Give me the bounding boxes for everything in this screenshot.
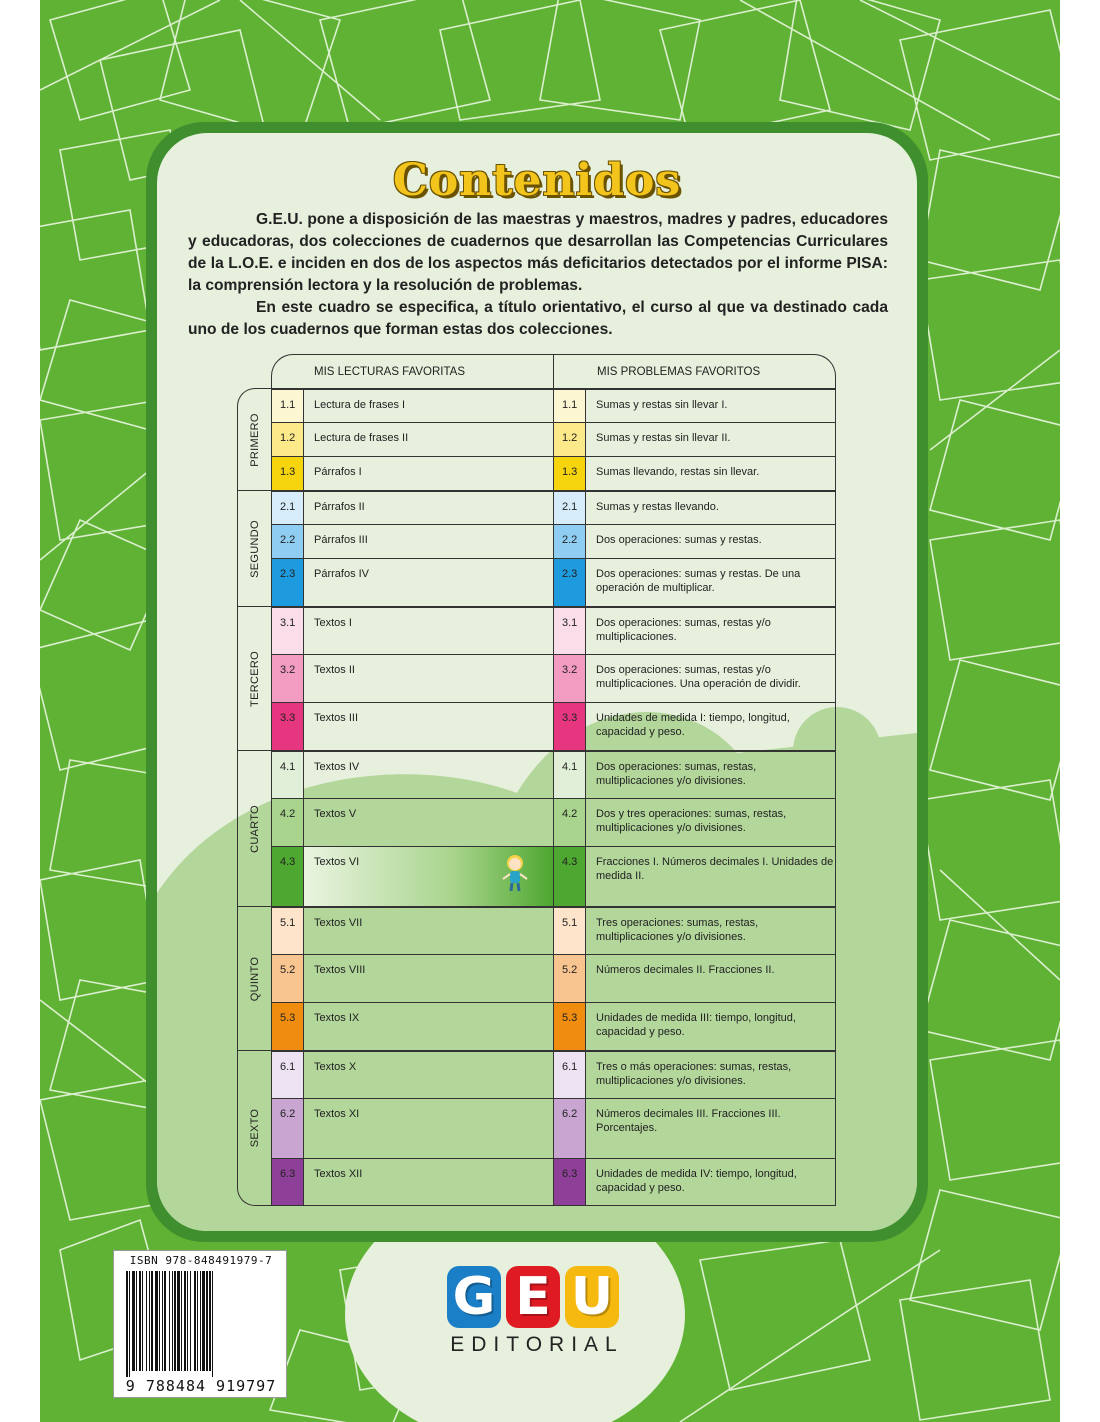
lectura-title: Textos I — [303, 606, 553, 654]
barcode-bar — [206, 1271, 208, 1371]
ean-number: 9 788484 919797 — [125, 1377, 277, 1395]
logo-letter-u: U — [565, 1266, 619, 1328]
grade-name: CUARTO — [248, 804, 261, 853]
table-row — [271, 750, 836, 798]
barcode-bar — [136, 1271, 137, 1371]
lectura-number: 5.1 — [271, 906, 303, 954]
isbn-barcode — [113, 1250, 287, 1398]
problema-title: Fracciones I. Números decimales I. Unidades de medida II. — [585, 846, 836, 906]
lectura-number: 2.3 — [271, 558, 303, 606]
problema-number: 1.1 — [553, 388, 585, 422]
problema-number: 2.1 — [553, 490, 585, 524]
lectura-number: 1.3 — [271, 456, 303, 490]
logo-letter-g: G — [447, 1266, 501, 1328]
problema-number: 4.3 — [553, 846, 585, 906]
grade-label — [237, 490, 271, 606]
grade-label — [237, 750, 271, 906]
grade-name: SEGUNDO — [248, 519, 261, 578]
table-row — [271, 1158, 836, 1206]
lectura-number: 4.1 — [271, 750, 303, 798]
barcode-bar — [169, 1271, 170, 1371]
table-row — [271, 1050, 836, 1098]
geu-editorial-logo — [447, 1266, 627, 1366]
page-title: Contenidos — [392, 155, 682, 206]
problema-title: Tres operaciones: sumas, restas, multiplicaciones y/o divisiones. — [585, 906, 836, 954]
barcode-bar — [190, 1271, 191, 1371]
barcode-bars — [126, 1271, 280, 1377]
table-row — [271, 456, 836, 490]
lectura-number: 5.3 — [271, 1002, 303, 1050]
lectura-number: 2.1 — [271, 490, 303, 524]
barcode-bar — [212, 1271, 213, 1377]
barcode-bar — [209, 1271, 211, 1371]
problema-title: Dos y tres operaciones: sumas, restas, multiplicaciones y/o divisiones. — [585, 798, 836, 846]
grade-name: SEXTO — [248, 1108, 261, 1148]
problema-title: Sumas llevando, restas sin llevar. — [585, 456, 836, 490]
problema-title: Tres o más operaciones: sumas, restas, multiplicaciones y/o divisiones. — [585, 1050, 836, 1098]
problema-title: Números decimales II. Fracciones II. — [585, 954, 836, 1002]
problema-number: 4.1 — [553, 750, 585, 798]
barcode-bar — [177, 1271, 180, 1371]
problema-number: 3.2 — [553, 654, 585, 702]
problema-title: Dos operaciones: sumas y restas. — [585, 524, 836, 558]
grade-label — [237, 606, 271, 750]
lectura-title: Textos XI — [303, 1098, 553, 1158]
barcode-bar — [139, 1271, 141, 1371]
girl-mascot-icon — [500, 853, 530, 893]
table-row — [271, 524, 836, 558]
lectura-number: 6.1 — [271, 1050, 303, 1098]
lectura-title: Textos X — [303, 1050, 553, 1098]
lectura-number: 4.2 — [271, 798, 303, 846]
intro-paragraph-1: G.E.U. pone a disposición de las maestras y maestros, madres y padres, educadores y educadoras, dos colecciones de cuadernos que desarrollan las Competencias Curriculares de la L.O.E. e inciden en dos de los aspectos más deficitarios detectados por el informe PISA: la comprensión lectora y la resolución de problemas. — [188, 211, 888, 294]
lectura-title: Textos III — [303, 702, 553, 750]
lectura-number: 3.1 — [271, 606, 303, 654]
barcode-bar — [172, 1271, 173, 1371]
problema-title: Unidades de medida III: tiempo, longitud, capacidad y peso. — [585, 1002, 836, 1050]
barcode-bar — [126, 1271, 128, 1377]
barcode-bar — [129, 1271, 130, 1377]
problema-title: Dos operaciones: sumas, restas, multiplicaciones y/o divisiones. — [585, 750, 836, 798]
lectura-title: Lectura de frases II — [303, 422, 553, 456]
barcode-bar — [146, 1271, 147, 1371]
problema-number: 5.1 — [553, 906, 585, 954]
lectura-number: 2.2 — [271, 524, 303, 558]
table-row — [271, 798, 836, 846]
column-header-problemas: MIS PROBLEMAS FAVORITOS — [553, 354, 836, 388]
barcode-bar — [181, 1271, 182, 1371]
lectura-title: Textos II — [303, 654, 553, 702]
lectura-title: Textos VIII — [303, 954, 553, 1002]
problema-number: 2.3 — [553, 558, 585, 606]
grade-name: QUINTO — [248, 956, 261, 1001]
problema-title: Dos operaciones: sumas, restas y/o multiplicaciones. Una operación de dividir. — [585, 654, 836, 702]
lectura-title: Párrafos III — [303, 524, 553, 558]
lectura-number: 6.2 — [271, 1098, 303, 1158]
barcode-bar — [187, 1271, 188, 1371]
problema-number: 6.1 — [553, 1050, 585, 1098]
lectura-title: Textos IV — [303, 750, 553, 798]
problema-number: 6.2 — [553, 1098, 585, 1158]
contents-table — [231, 354, 836, 1202]
grade-label — [237, 1050, 271, 1206]
problema-number: 5.2 — [553, 954, 585, 1002]
problema-title: Números decimales III. Fracciones III. Porcentajes. — [585, 1098, 836, 1158]
isbn-label: ISBN 978-848491979-7 — [129, 1254, 273, 1267]
table-row — [271, 558, 836, 606]
table-row — [271, 1002, 836, 1050]
intro-text — [188, 209, 888, 341]
barcode-bar — [142, 1271, 143, 1371]
barcode-bar — [162, 1271, 163, 1371]
grade-label — [237, 906, 271, 1050]
table-row — [271, 490, 836, 524]
lectura-title: Párrafos II — [303, 490, 553, 524]
table-row — [271, 846, 836, 906]
problema-number: 3.1 — [553, 606, 585, 654]
problema-number: 6.3 — [553, 1158, 585, 1206]
lectura-number: 1.1 — [271, 388, 303, 422]
barcode-bar — [151, 1271, 153, 1371]
problema-number: 1.2 — [553, 422, 585, 456]
grade-label — [237, 388, 271, 490]
barcode-bar — [184, 1271, 186, 1371]
problema-title: Sumas y restas llevando. — [585, 490, 836, 524]
lectura-title: Párrafos I — [303, 456, 553, 490]
lectura-title: Textos IX — [303, 1002, 553, 1050]
barcode-bar — [202, 1271, 205, 1371]
lectura-number: 4.3 — [271, 846, 303, 906]
book-back-cover — [40, 0, 1060, 1422]
intro-paragraph-2: En este cuadro se especifica, a título orientativo, el curso al que va destinado cada uno de los cuadernos que forman estas dos colecciones. — [188, 299, 888, 338]
problema-number: 5.3 — [553, 1002, 585, 1050]
lectura-number: 3.2 — [271, 654, 303, 702]
lectura-number: 6.3 — [271, 1158, 303, 1206]
logo-letter-e: E — [506, 1266, 560, 1328]
logo-subtitle: EDITORIAL — [450, 1333, 624, 1356]
table-row — [271, 388, 836, 422]
barcode-bar — [132, 1271, 135, 1371]
lectura-title: Textos XII — [303, 1158, 553, 1206]
lectura-number: 3.3 — [271, 702, 303, 750]
table-row — [271, 906, 836, 954]
barcode-bar — [155, 1271, 158, 1371]
lectura-title: Párrafos IV — [303, 558, 553, 606]
grade-name: PRIMERO — [248, 412, 261, 467]
table-row — [271, 954, 836, 1002]
lectura-title-text: Textos VI — [314, 856, 360, 868]
lectura-number: 5.2 — [271, 954, 303, 1002]
grade-name: TERCERO — [248, 650, 261, 707]
barcode-bar — [164, 1271, 166, 1371]
barcode-bar — [174, 1271, 176, 1371]
problema-title: Unidades de medida I: tiempo, longitud, capacidad y peso. — [585, 702, 836, 750]
barcode-bar — [197, 1271, 198, 1371]
lectura-title: Lectura de frases I — [303, 388, 553, 422]
problema-title: Dos operaciones: sumas, restas y/o multiplicaciones. — [585, 606, 836, 654]
barcode-bar — [149, 1271, 150, 1371]
lectura-title — [303, 846, 553, 906]
problema-title: Sumas y restas sin llevar I. — [585, 388, 836, 422]
problema-title: Unidades de medida IV: tiempo, longitud, capacidad y peso. — [585, 1158, 836, 1206]
lectura-title: Textos VII — [303, 906, 553, 954]
lectura-number: 1.2 — [271, 422, 303, 456]
barcode-bar — [200, 1271, 201, 1371]
table-row — [271, 702, 836, 750]
table-row — [271, 422, 836, 456]
barcode-bar — [159, 1271, 160, 1371]
problema-number: 2.2 — [553, 524, 585, 558]
problema-number: 1.3 — [553, 456, 585, 490]
table-row — [271, 606, 836, 654]
table-row — [271, 1098, 836, 1158]
problema-title: Sumas y restas sin llevar II. — [585, 422, 836, 456]
problema-number: 4.2 — [553, 798, 585, 846]
problema-title: Dos operaciones: sumas y restas. De una operación de multiplicar. — [585, 558, 836, 606]
lectura-title: Textos V — [303, 798, 553, 846]
table-row — [271, 654, 836, 702]
column-header-lecturas: MIS LECTURAS FAVORITAS — [271, 354, 553, 388]
barcode-bar — [194, 1271, 196, 1371]
problema-number: 3.3 — [553, 702, 585, 750]
